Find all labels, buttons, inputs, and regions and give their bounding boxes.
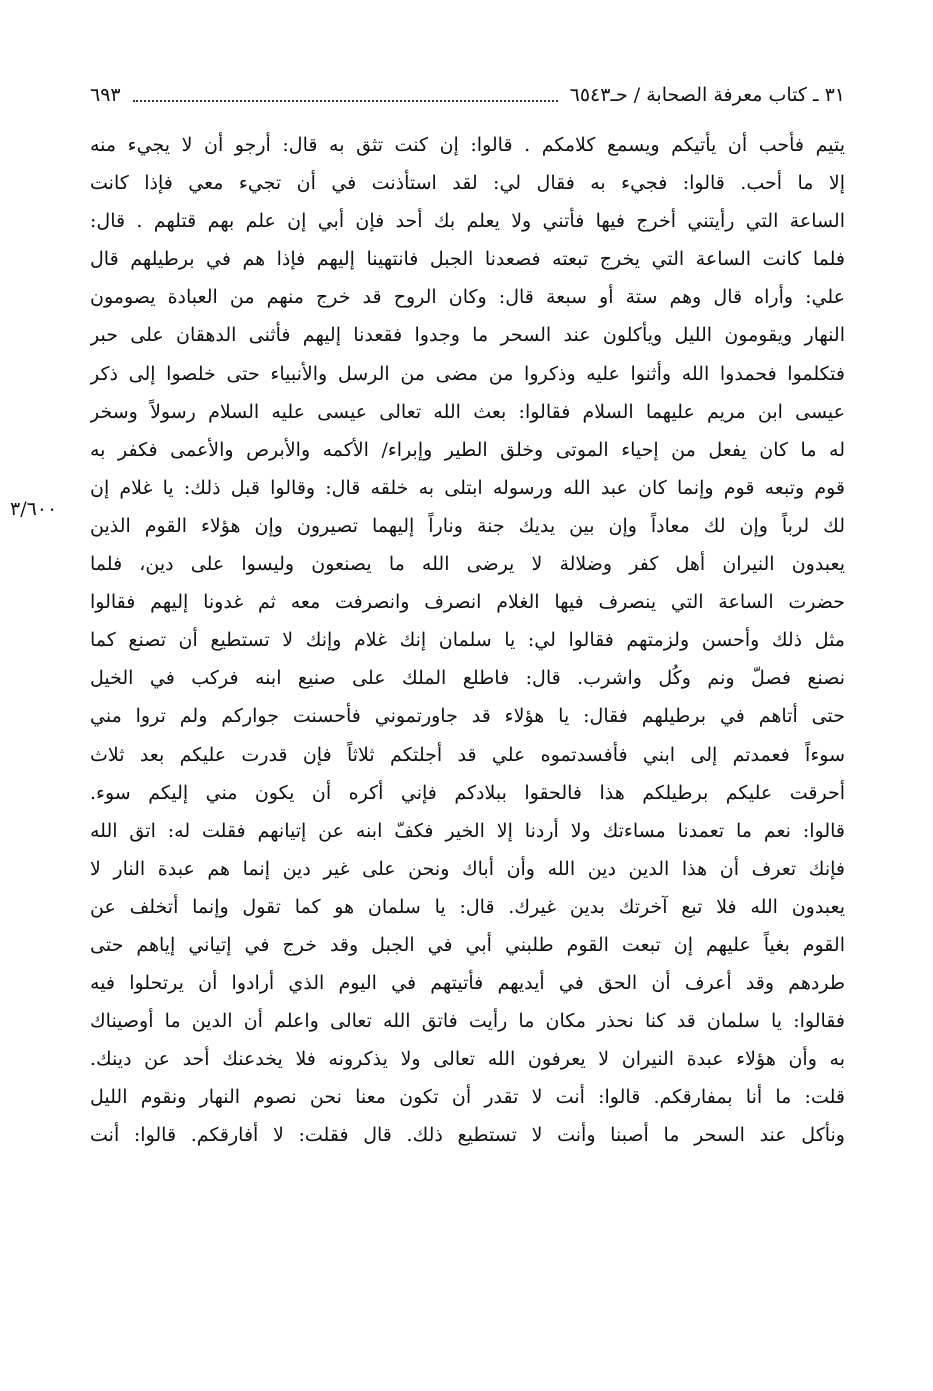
text-line: سوءاً فعمدتم إلى ابني فأفسدتموه علي قد أجلتكم ثلاثاً فإن قدرت عليكم بعد ثلاث — [90, 743, 845, 766]
text-line: لك لرباً وإن لك معاداً وإن بين يديك جنة وناراً إليهما تصيرون وإن هؤلاء القوم الذين — [90, 514, 845, 537]
text-line: به وأن هؤلاء عبدة النيران لا يعرفون الله تعالى ولا يذكرونه فلا يخدعنك أحد عن دينك. — [90, 1048, 845, 1071]
text-line: الساعة التي رأيتني أخرج فيها فأتني ولا يعلم بك أحد فإن أبي إن علم بهم قتلهم . قال: — [90, 210, 845, 233]
text-line: له ما كان يفعل من إحياء الموتى وخلق الطير وإبراء/ الأكمه والأبرص والأعمى فكفر به — [90, 438, 845, 461]
body-text — [90, 126, 845, 1155]
text-line: فلما كانت الساعة التي يخرج تبعته فصعدنا الجبل فانتهينا إليهم فإذا هم في برطيلهم قال — [90, 248, 845, 271]
text-line: فإنك تعرف أن هذا الدين دين الله وأن أباك ونحن على غير دين إنما هم عبدة النار لا — [90, 857, 845, 880]
text-line: يتيم فأحب أن يأتيكم ويسمع كلامكم . قالوا: إن كنت تثق به قال: أرجو أن لا يجيء منه — [90, 134, 845, 156]
text-line: القوم بغياً عليهم إن تبعت القوم طلبني أبي في الجبل وقد خرج في إتياني إياهم حتى — [90, 933, 845, 956]
page-number: ٦٩٣ — [90, 84, 121, 106]
margin-reference: ٣/٦٠٠ — [10, 498, 58, 520]
text-line: نصنع فصلّ ونم وكُل واشرب. قال: فاطلع الملك على صنيع ابنه فركب في الخيل — [90, 667, 845, 690]
text-line: أحرقت عليكم برطيلكم هذا فالحقوا ببلادكم فإني أكره أن يكون مني إليكم سوء. — [90, 781, 845, 804]
header-dot-leader — [133, 100, 558, 102]
text-line: حتى أتاهم في برطيلهم فقال: يا هؤلاء قد جاورتموني فأحسنت جواركم ولم تروا مني — [90, 705, 845, 728]
text-line: عيسى ابن مريم عليهما السلام فقالوا: بعث الله تعالى عيسى عليه السلام رسولاً وسخر — [90, 400, 845, 423]
text-line: مثل ذلك وأحسن ولزمتهم فقالوا لي: يا سلمان إنك غلام وإنك لا تستطيع أن تصنع كما — [90, 629, 845, 652]
text-line: فتكلموا فحمدوا الله وأثنوا عليه وذكروا من مضى من الرسل والأنبياء حتى خلصوا إلى ذكر — [90, 362, 845, 385]
text-line: يعبدون النيران أهل كفر وضلالة لا يرضى الله ما يصنعون وليسوا على دين، فلما — [90, 553, 845, 576]
running-header — [90, 78, 845, 112]
text-line: علي: وأراه قال وهم ستة أو سبعة قال: وكان الروح قد خرج منهم من العبادة يصومون — [90, 286, 845, 309]
chapter-title: ٣١ ـ كتاب معرفة الصحابة / حـ٦٥٤٣ — [569, 84, 845, 106]
text-line: ونأكل عند السحر ما أصبنا وأنت لا تستطيع ذلك. قال فقلت: لا أفارقكم. قالوا: أنت — [90, 1124, 845, 1147]
text-line: قلت: ما أنا بمفارقكم. قالوا: أنت لا تقدر أن تكون معنا نحن نصوم النهار ونقوم الليل — [90, 1086, 845, 1109]
text-line: طردهم وقد أعرف أن الحق في أيديهم فأتيتهم في اليوم الذي أرادوا أن يرتحلوا فيه — [90, 972, 845, 995]
text-line: يعبدون الله فلا تبع آخرتك بدين غيرك. قال: يا سلمان هو كما تقول وإنما أتخلف عن — [90, 895, 845, 918]
text-line: إلا ما أحب. قالوا: فجيء به فقال لي: لقد استأذنت في أن تجيء معي فإذا كانت — [90, 172, 845, 195]
text-line: قوم وتبعه قوم وإنما كان عبد الله ورسوله ابتلى به خلقه قال: وقالوا قبل ذلك: يا غلام إن — [90, 476, 845, 499]
text-line: حضرت الساعة التي ينصرف فيها الغلام انصرف وانصرفت معه ثم غدونا إليهم فقالوا — [90, 591, 845, 614]
text-line: النهار ويقومون الليل ويأكلون عند السحر ما وجدوا فقعدنا إليهم فأثنى الدهقان على حبر — [90, 324, 845, 347]
text-line: قالوا: نعم ما تعمدنا مساءتك ولا أردنا إلا الخير فكفّ ابنه عن إتيانهم فقلت له: اتق الله — [90, 819, 845, 842]
text-line: فقالوا: يا سلمان قد كنا نحذر مكان ما رأيت فاتق الله تعالى واعلم أن الدين ما أوصيناك — [90, 1010, 845, 1033]
